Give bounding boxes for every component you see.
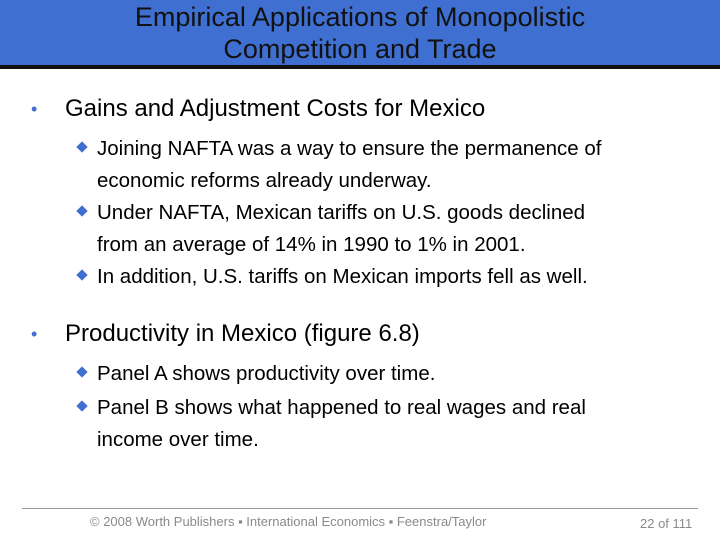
- list-item-text: from an average of 14% in 1990 to 1% in 2001.: [97, 233, 526, 256]
- round-bullet-icon: •: [31, 99, 38, 119]
- slide-title-line-1: Empirical Applications of Monopolistic: [134, 1, 586, 32]
- diamond-bullet-icon: [76, 205, 87, 216]
- list-item-text: Panel A shows productivity over time.: [97, 362, 436, 385]
- list-item-text: Panel B shows what happened to real wages and real: [97, 396, 586, 419]
- diamond-bullet-icon: [76, 269, 87, 280]
- footer-copyright: © 2008 Worth Publishers ▪ International Economics ▪ Feenstra/Taylor: [90, 514, 487, 529]
- list-item-text: Under NAFTA, Mexican tariffs on U.S. goods declined: [97, 201, 586, 224]
- list-item-text: Joining NAFTA was a way to ensure the permanence of: [97, 137, 602, 160]
- page-number: 22 of 111: [640, 516, 693, 531]
- section-heading-text: Productivity in Mexico (figure 6.8): [65, 320, 420, 347]
- slide-title-line-2: Competition and Trade: [223, 33, 497, 64]
- round-bullet-icon: •: [31, 324, 38, 344]
- diamond-bullet-icon: [76, 141, 87, 152]
- list-item-text: In addition, U.S. tariffs on Mexican imports fell as well.: [97, 265, 588, 288]
- list-item-text: income over time.: [97, 428, 259, 451]
- diamond-bullet-icon: [76, 366, 87, 377]
- section-heading-text: Gains and Adjustment Costs for Mexico: [65, 95, 486, 122]
- diamond-bullet-icon: [76, 400, 87, 411]
- footer-divider: [22, 508, 698, 509]
- list-item-text: economic reforms already underway.: [97, 169, 432, 192]
